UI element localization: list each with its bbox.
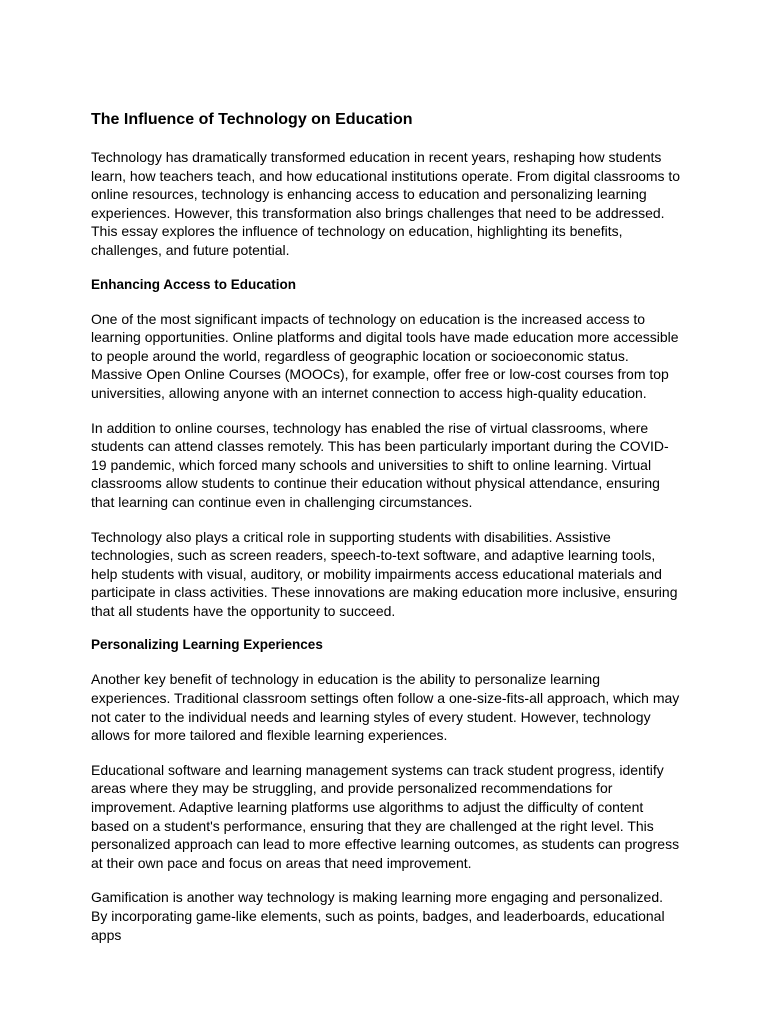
document-page [91,110,683,960]
section-heading-personalizing: Personalizing Learning Experiences [91,637,323,653]
section-heading-access: Enhancing Access to Education [91,276,297,292]
paragraph: Educational software and learning management systems can track student progress, identify areas where they may be struggling, and provide personalized recommendations for improvement. Adaptive learning platforms use algorithms to adjust the difficulty of content based on a student's performance, ensuring that they are challenged at the right level. This personalized approach can lead to more effective learning outcomes, as students can progress at their own pace and focus on areas that need improvement. [91,761,680,871]
paragraph: In addition to online courses, technology has enabled the rise of virtual classrooms, where students can attend classes remotely. This has been particularly important during the COVID-19 pandemic, which forced many schools and universities to shift to online learning. Virtual classrooms allow students to continue their education without physical attendance, ensuring that learning can continue even in challenging circumstances. [91,419,669,510]
paragraph: One of the most significant impacts of technology on education is the increased access to learning opportunities. Online platforms and digital tools have made education more accessible to people around the world, regardless of geographic location or socioeconomic status. Massive Open Online Courses (MOOCs), for example, offer free or low-cost courses from top universities, allowing anyone with an internet connection to access high-quality education. [91,310,679,401]
document-title: The Influence of Technology on Education [91,111,413,128]
paragraph: Technology also plays a critical role in supporting students with disabilities. Assistive technologies, such as screen readers, speech-to-text software, and adaptive learning tools, help students with visual, auditory, or mobility impairments access educational materials and participate in class activities. These innovations are making education more inclusive, ensuring that all students have the opportunity to succeed. [91,528,678,619]
paragraph: Gamification is another way technology is making learning more engaging and personalized. By incorporating game-like elements, such as points, badges, and leaderboards, educational apps [91,889,665,943]
paragraph: Another key benefit of technology in education is the ability to personalize learning experiences. Traditional classroom settings often follow a one-size-fits-all approach, which may not cater to the individual needs and learning styles of every student. However, technology allows for more tailored and flexible learning experiences. [91,671,680,744]
intro-paragraph: Technology has dramatically transformed education in recent years, reshaping how students learn, how teachers teach, and how educational institutions operate. From digital classrooms to online resources, technology is enhancing access to education and personalizing learning experiences. However, this transformation also brings challenges that need to be addressed. This essay explores the influence of technology on education, highlighting its benefits, challenges, and future potential. [91,149,681,258]
